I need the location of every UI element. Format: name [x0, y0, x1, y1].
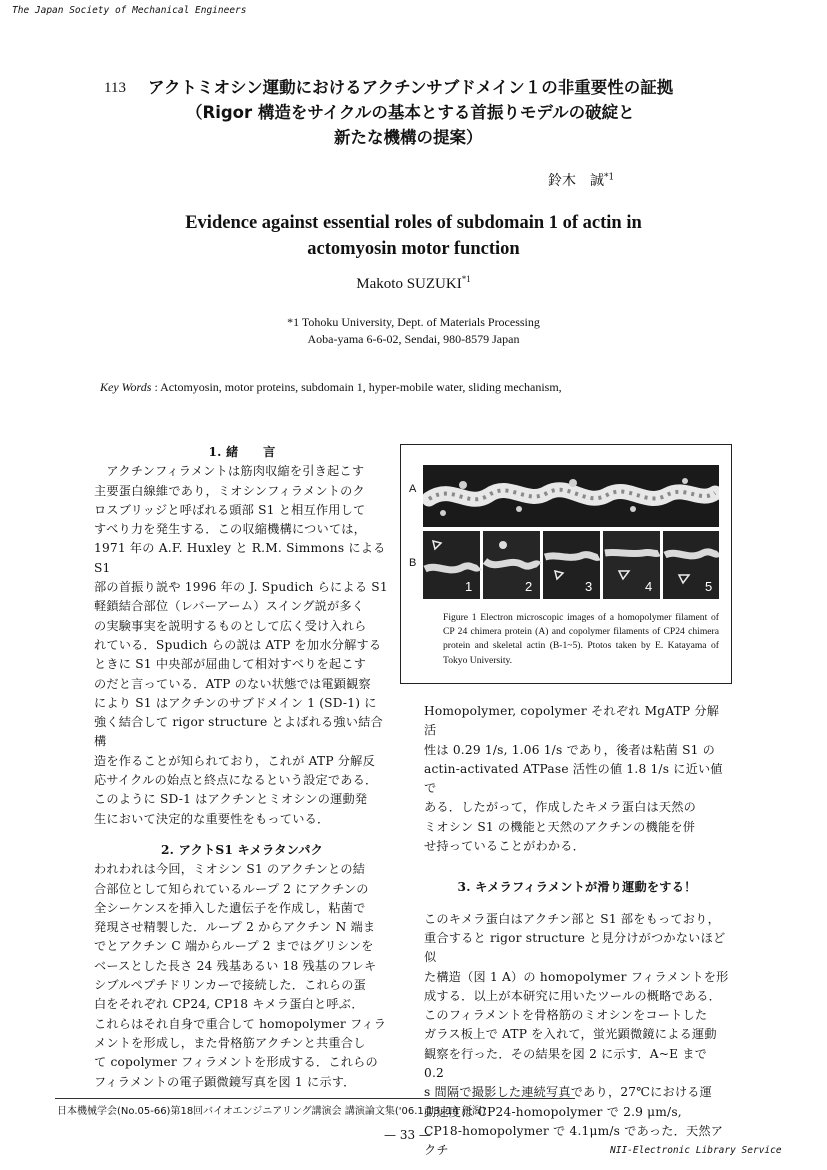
header-society: The Japan Society of Mechanical Engineers	[12, 5, 247, 16]
paper-number: 113	[104, 80, 126, 96]
section3-line: 観察を行った．その結果を図 2 に示す．A~E まで 0.2	[424, 1046, 708, 1081]
figure-panel-b4	[603, 531, 660, 599]
section1-line: このように SD-1 はアクチンとミオシンの運動発	[94, 792, 368, 807]
keywords-list: : Actomyosin, motor proteins, subdomain 1, hyper-mobile water, sliding mechanism,	[154, 380, 562, 394]
en-title	[100, 210, 727, 262]
figure-image-b	[423, 531, 719, 599]
section3-line: このキメラ蛋白はアクチン部と S1 部をもっており，	[424, 911, 720, 926]
section3-line: た構造（図 1 A）の homopolymer フィラメントを形	[424, 969, 729, 984]
en-author	[100, 274, 727, 293]
section2-body	[94, 860, 390, 1092]
figure-panel-b3	[543, 531, 600, 599]
figure-panel-number-4: 4	[645, 579, 653, 594]
figure-image-a	[423, 465, 719, 527]
en-title-line-2: actomyosin motor function	[307, 239, 520, 259]
section1-line: 生において決定的な重要性をもっている．	[94, 811, 330, 826]
jp-author	[548, 170, 614, 190]
section3-line: s 間隔で撮影した連続写真であり，27℃における運	[424, 1085, 713, 1100]
figure-panel-number-2: 2	[525, 579, 533, 594]
jp-title	[148, 75, 728, 150]
section1-line: ロスブリッジと呼ばれる頭部 S1 と相互作用して	[94, 502, 366, 517]
section3-line: CP18-homopolymer で 4.1μm/s であった．天然アクチ	[424, 1123, 724, 1158]
figure-caption: Figure 1 Electron microscopic images of a homopolymer filament of CP 24 chimera protein (A) and copolymer filaments of CP24 chimera protein and skeletal actin (B-1~5). Ptotos taken by E. Katayama of Tokyo University.	[443, 612, 719, 666]
section2-line: フィラメントの電子顕微鏡写真を図 1 に示す．	[94, 1074, 356, 1089]
section1-line: 造を作ることが知られており，これが ATP 分解反	[94, 753, 375, 768]
figure-panel-b5	[663, 531, 719, 599]
section2-line: て copolymer フィラメントを形成する．これらの	[94, 1055, 378, 1070]
section1-line: 応サイクルの始点と終点になるという設定である．	[94, 773, 378, 788]
footer-divider	[55, 1098, 575, 1099]
keywords	[100, 380, 740, 395]
section1-line: すべり力を発生する．この収縮機構については，	[94, 522, 367, 537]
continuation-line: ミオシン S1 の機能と天然のアクチンの機能を併	[424, 819, 696, 834]
section1-line: 1971 年の A.F. Huxley と R.M. Simmons による S1	[94, 541, 386, 575]
section2-line: ベースとした長さ 24 残基あるい 18 残基のフレキ	[94, 958, 377, 973]
page-number: — 33 —	[384, 1128, 431, 1142]
section3-body	[424, 910, 730, 1161]
section3-heading: 3. キメラフィラメントが滑り運動をする！	[457, 880, 697, 895]
en-author-mark: *1	[461, 274, 471, 284]
affiliation-line-1: *1 Tohoku University, Dept. of Materials Processing	[287, 315, 540, 329]
section1-line: のだと言っている．ATP のない状態では電顕観察	[94, 676, 371, 691]
section1-line: 強く結合して rigor structure とよばれる強い結合構	[94, 715, 383, 749]
continuation-body	[424, 702, 730, 856]
figure-1	[400, 444, 732, 684]
affiliation	[100, 314, 727, 348]
section1-line: 部の首振り説や 1996 年の J. Spudich らによる S1	[94, 580, 388, 595]
section1-line: の実験事実を説明するものとして広く受け入れら	[94, 618, 367, 633]
figure-label-a: A	[409, 483, 417, 495]
right-column	[424, 702, 730, 1161]
section1-body	[94, 462, 390, 829]
footer-service: NII-Electronic Library Service	[610, 1145, 782, 1156]
section2-line: でとアクチン C 端からループ 2 まではグリシンを	[94, 939, 374, 954]
figure-panel-b2	[483, 531, 540, 599]
section2-line: メントを形成し，また骨格筋アクチンと共重合し	[94, 1035, 366, 1050]
jp-title-line-3: 新たな機構の提案）	[334, 128, 483, 147]
continuation-line: Homopolymer, copolymer それぞれ MgATP 分解活	[424, 704, 720, 738]
figure-panel-number-1: 1	[465, 579, 473, 594]
figure-panel-b1	[423, 531, 480, 599]
section3-line: 重合すると rigor structure と見分けがつかないほど似	[424, 930, 726, 965]
en-title-line-1: Evidence against essential roles of subdomain 1 of actin in	[185, 213, 642, 233]
section2-heading: 2. アクトS1 キメラタンパク	[161, 842, 323, 857]
section3-line: 成する．以上が本研究に用いたツールの概略である．	[424, 988, 722, 1003]
jp-title-line-2: （Rigor 構造をサイクルの基本とする首振りモデルの破綻と	[186, 103, 635, 122]
section1-heading: 1. 緒 言	[208, 445, 276, 459]
continuation-line: ある．したがって，作成したキメラ蛋白は天然の	[424, 800, 697, 815]
section2-line: これらはそれ自身で重合して homopolymer フィラ	[94, 1016, 387, 1031]
figure-panel-number-5: 5	[705, 579, 713, 594]
section3-line: ガラス板上で ATP を入れて，蛍光顕微鏡による運動	[424, 1027, 717, 1042]
section2-line: 発現させ精製した．ループ 2 からアクチン N 端ま	[94, 920, 376, 935]
section1-line: により S1 はアクチンのサブドメイン 1 (SD-1) に	[94, 695, 377, 710]
section2-line: 合部位として知られているループ 2 にアクチンの	[94, 881, 369, 896]
section2-line: われわれは今回，ミオシン S1 のアクチンとの結	[94, 862, 366, 877]
section1-line: ときに S1 中央部が屈曲して相対すべりを起こす	[94, 657, 367, 672]
jp-title-line-1: アクトミオシン運動におけるアクチンサブドメイン１の非重要性の証拠	[148, 78, 674, 97]
section1-line: 軽鎖結合部位（レバーアーム）スイング説が多く	[94, 599, 365, 614]
left-column	[94, 443, 390, 1092]
figure-panel-number-3: 3	[585, 579, 593, 594]
continuation-line: 性は 0.29 1/s, 1.06 1/s であり，後者は粘菌 S1 の	[424, 742, 716, 757]
figure-label-b: B	[409, 557, 417, 569]
section3-line: 動速度は CP24-homopolymer で 2.9 μm/s,	[424, 1104, 682, 1119]
section2-line: シブルペプチドリンカーで接続した．これらの蛋	[94, 978, 367, 993]
section2-line: 全シーケンスを挿入した遺伝子を作成し，粘菌で	[94, 900, 366, 915]
keywords-label: Key Words	[100, 380, 152, 394]
section1-line: 主要蛋白線維であり，ミオシンフィラメントのク	[94, 483, 365, 498]
jp-author-name: 鈴木 誠	[548, 173, 604, 189]
affiliation-line-2: Aoba-yama 6-6-02, Sendai, 980-8579 Japan	[307, 332, 520, 346]
continuation-line: せ持っていることがわかる．	[424, 839, 586, 854]
jp-author-mark: *1	[604, 172, 615, 183]
continuation-line: actin-activated ATPase 活性の値 1.8 1/s に近い値で	[424, 761, 723, 796]
en-author-name: Makoto SUZUKI	[356, 276, 462, 292]
footer-citation: 日本機械学会(No.05-66)第18回バイオエンジニアリング講演会 講演論文集('06.1.13, 14 新潟)	[57, 1106, 486, 1117]
section1-line: れている．Spudich らの説は ATP を加水分解する	[94, 637, 382, 652]
section2-line: 白をそれぞれ CP24, CP18 キメラ蛋白と呼ぶ．	[94, 997, 364, 1012]
section1-line: アクチンフィラメントは筋肉収縮を引き起こす	[94, 464, 365, 479]
section3-line: このフィラメントを骨格筋のミオシンをコートした	[424, 1008, 708, 1023]
